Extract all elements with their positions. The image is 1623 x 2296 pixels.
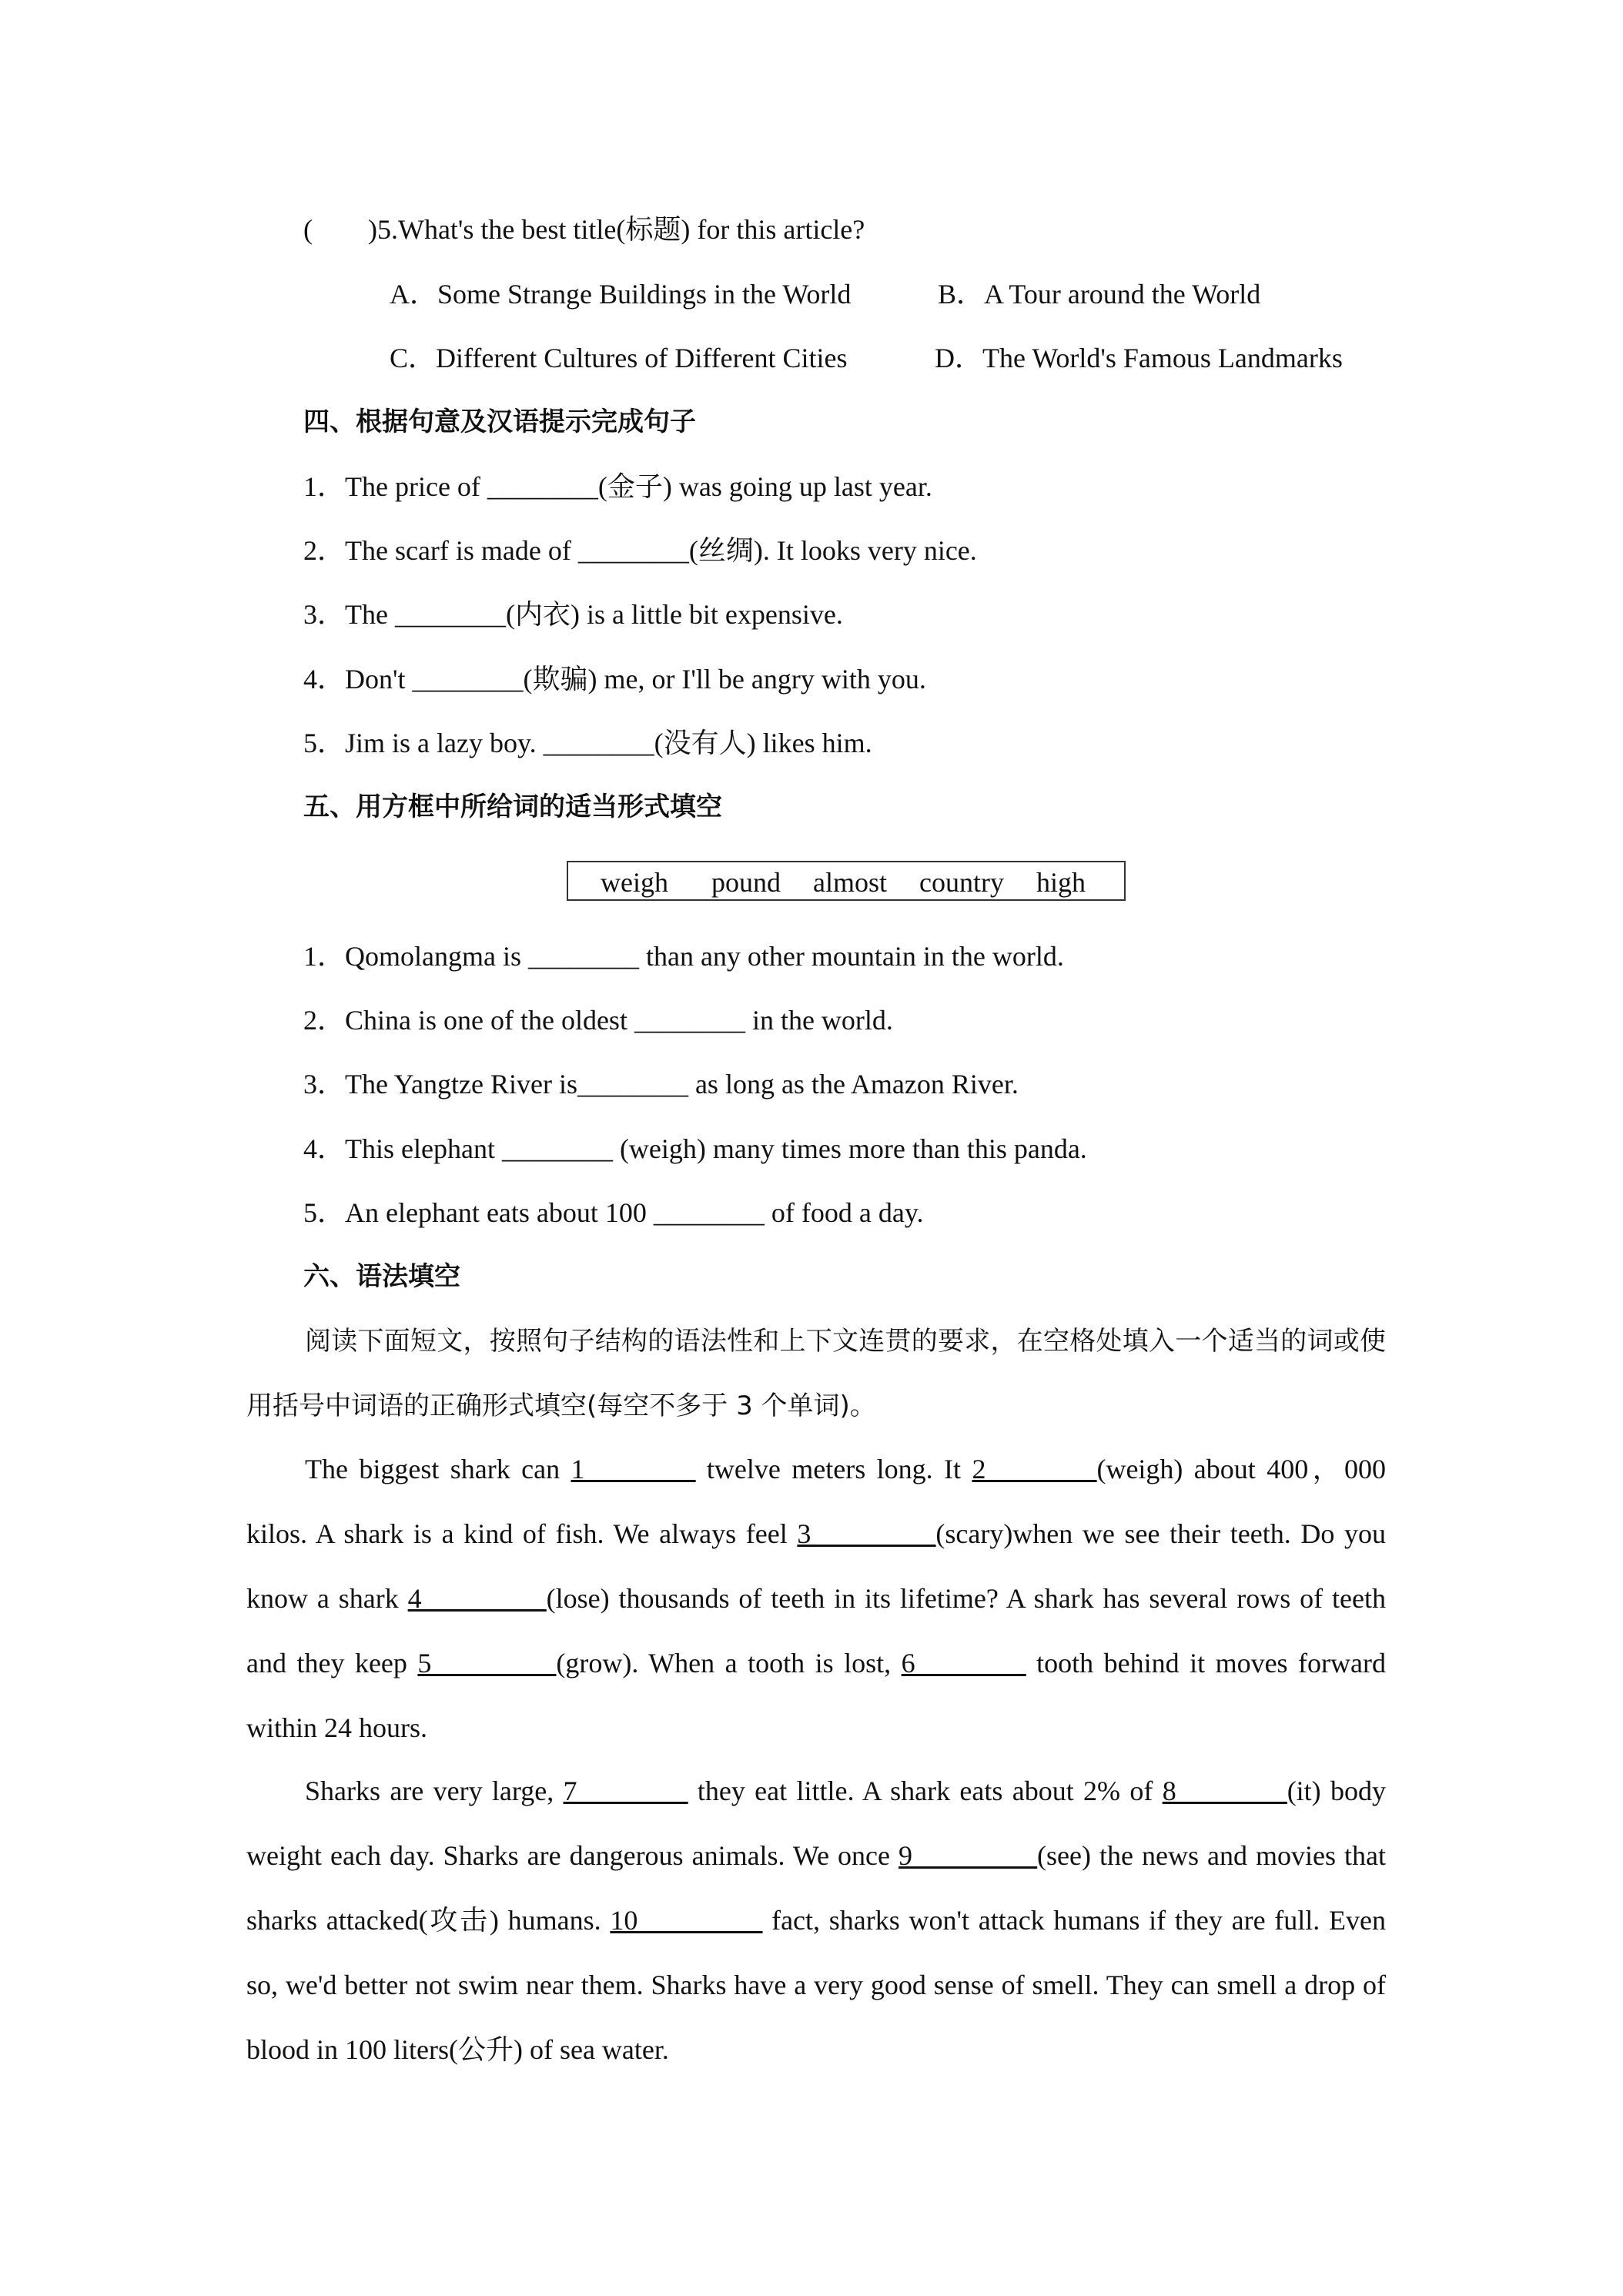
word-box-item: high (1036, 867, 1086, 898)
word-box-item: almost (813, 867, 887, 898)
blank-7: 7________ (563, 1776, 688, 1806)
blank-5: 5_________ (417, 1648, 557, 1678)
passage-text: (scary)when we see their teeth. Do you know a shark (246, 1518, 1386, 1614)
word-box-item: weigh (601, 867, 668, 898)
section-4-heading: 四、根据句意及汉语提示完成句子 (303, 407, 696, 437)
passage-text: tooth behind it moves forward within 24 hours. (246, 1648, 1387, 1743)
section-6-instruction (246, 1309, 1386, 1438)
blank-2: 2________ (972, 1454, 1097, 1484)
passage-text: fact, sharks won't attack humans if they are full. Even so, we'd better not swim near them. Sharks have a very good sense of smell. They can smell a drop of blood in 100 liters(公升) of sea water. (246, 1905, 1387, 2065)
passage-text (246, 1437, 1386, 1760)
section-5-item-5: 5．An elephant eats about 100 ________ of food a day. (303, 1197, 924, 1228)
blank-3: 3_________ (797, 1518, 936, 1549)
option-a: A．Some Strange Buildings in the World (390, 279, 852, 310)
passage-text: The biggest shark can (305, 1454, 571, 1484)
section-5-heading: 五、用方框中所给词的适当形式填空 (303, 792, 722, 822)
blank-1: 1________ (571, 1454, 696, 1484)
section-4-item-1: 1．The price of ________(金子) was going up last year. (303, 471, 932, 502)
passage-text: (see) the news and movies that sharks attacked(攻击) humans. (246, 1840, 1386, 1936)
passage-text: they eat little. A shark eats about 2% of (688, 1776, 1163, 1806)
passage-text: (weigh) about 400，000 kilos. A shark is a kind of fish. We always feel (246, 1454, 1386, 1549)
option-d: D．The World's Famous Landmarks (935, 343, 1343, 373)
section-4-item-5: 5．Jim is a lazy boy. ________(没有人) likes him. (303, 728, 872, 758)
passage-text (246, 1759, 1386, 2082)
blank-8: 8________ (1162, 1776, 1287, 1806)
section-6-heading: 六、语法填空 (303, 1261, 460, 1292)
blank-9: 9_________ (899, 1840, 1038, 1871)
instruction-text: 阅读下面短文，按照句子结构的语法性和上下文连贯的要求，在空格处填入一个适当的词或使用括号中词语的正确形式填空(每空不多于 3 个单词)。 (246, 1326, 1386, 1421)
blank-6: 6________ (901, 1648, 1026, 1678)
section-5-item-4: 4．This elephant ________ (weigh) many times more than this panda. (303, 1133, 1087, 1164)
section-4-item-4: 4．Don't ________(欺骗) me, or I'll be angry with you. (303, 664, 926, 694)
passage-text: (lose) thousands of teeth in its lifetime? A shark has several rows of teeth and they keep (246, 1583, 1386, 1678)
passage-text: (it) body weight each day. Sharks are dangerous animals. We once (246, 1776, 1386, 1871)
passage-text: twelve meters long. It (695, 1454, 972, 1484)
passage-text: (grow). When a tooth is lost, (556, 1648, 902, 1678)
option-c: C．Different Cultures of Different Cities (390, 343, 848, 373)
blank-10: 10_________ (610, 1905, 763, 1936)
section-5-item-3: 3．The Yangtze River is________ as long as the Amazon River. (303, 1069, 1019, 1099)
passage-paragraph-2 (246, 1759, 1386, 2082)
passage-paragraph-1 (246, 1437, 1386, 1760)
section-4-item-3: 3．The ________(内衣) is a little bit expensive. (303, 599, 843, 630)
passage-text: Sharks are very large, (305, 1776, 564, 1806)
section-5-item-2: 2．China is one of the oldest ________ in the world. (303, 1005, 893, 1036)
word-box-item: pound (711, 867, 781, 898)
question-5-stem: ( )5.What's the best title(标题) for this article? (303, 214, 865, 245)
option-b: B．A Tour around the World (938, 279, 1261, 310)
section-5-item-1: 1．Qomolangma is ________ than any other mountain in the world. (303, 941, 1064, 972)
word-box-item: country (919, 867, 1004, 898)
section-4-item-2: 2．The scarf is made of ________(丝绸). It looks very nice. (303, 535, 977, 566)
word-box (567, 861, 1126, 901)
blank-4: 4_________ (407, 1583, 547, 1614)
